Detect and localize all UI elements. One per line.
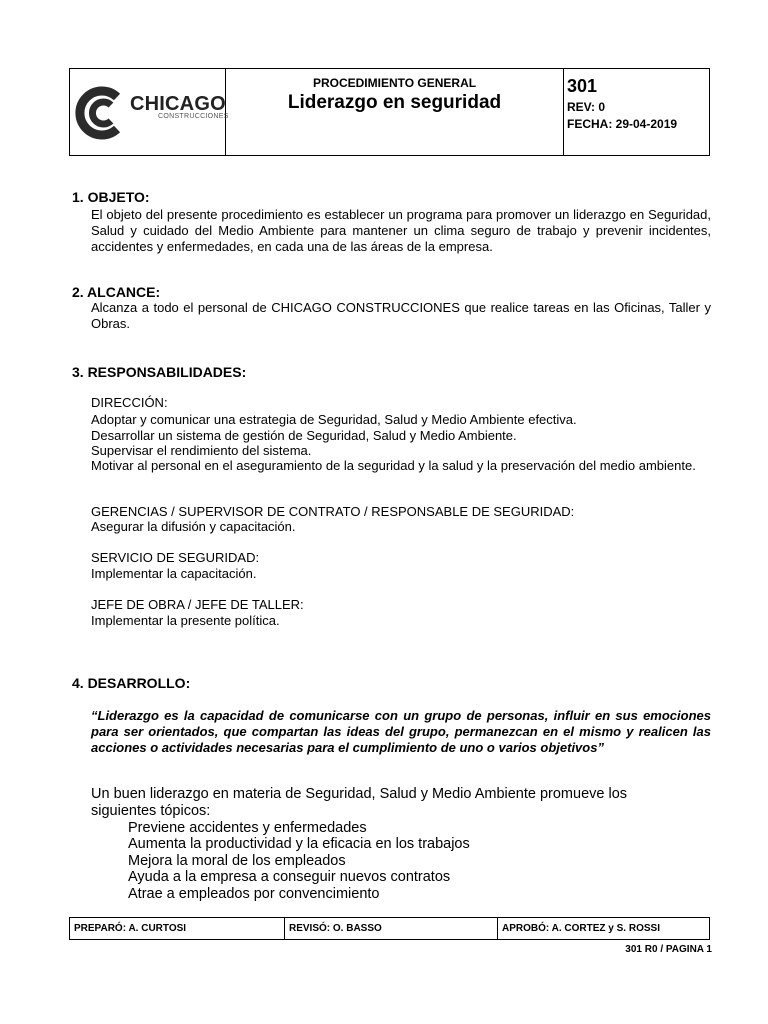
topic-item: Previene accidentes y enfermedades xyxy=(128,820,367,836)
reviewed-by: REVISÓ: O. BASSO xyxy=(284,918,497,939)
section-title-objeto: 1. OBJETO: xyxy=(72,189,150,205)
topic-item: Aumenta la productividad y la eficacia en los trabajos xyxy=(128,836,470,852)
direccion-line: Motivar al personal en el aseguramiento de la seguridad y la salud y la preservación del medio ambiente. xyxy=(91,458,696,473)
company-logo-icon xyxy=(73,85,129,141)
signature-footer xyxy=(69,917,710,940)
jefe-heading: JEFE DE OBRA / JEFE DE TALLER: xyxy=(91,597,304,612)
meta-cell xyxy=(564,69,709,155)
revision: REV: 0 xyxy=(567,100,606,114)
desarrollo-intro: Un buen liderazgo en materia de Seguridad, Salud y Medio Ambiente promueve los siguientes tópicos: xyxy=(91,786,628,819)
page-reference: 301 R0 / PAGINA 1 xyxy=(625,944,712,955)
topic-item: Mejora la moral de los empleados xyxy=(128,853,346,869)
section-title-desarrollo: 4. DESARROLLO: xyxy=(72,675,191,691)
objeto-text: El objeto del presente procedimiento es establecer un programa para promover un liderazgo en Seguridad, Salud y cuidado del Medio Ambiente para mantener un clima seguro de trabajo y prevenir incidentes, accidentes y enfermedades, en cada una de las áreas de la empresa. xyxy=(91,207,711,254)
section-title-alcance: 2. ALCANCE: xyxy=(72,284,161,300)
gerencias-heading: GERENCIAS / SUPERVISOR DE CONTRATO / RESPONSABLE DE SEGURIDAD: xyxy=(91,504,575,519)
logo-cell xyxy=(70,69,229,155)
jefe-line: Implementar la presente política. xyxy=(91,613,280,628)
document-date: FECHA: 29-04-2019 xyxy=(567,117,678,131)
procedure-kind: PROCEDIMIENTO GENERAL xyxy=(312,76,477,90)
company-name: CHICAGO xyxy=(130,93,226,115)
gerencias-line: Asegurar la difusión y capacitación. xyxy=(91,519,296,534)
direccion-heading: DIRECCIÓN: xyxy=(91,395,168,410)
direccion-line: Adoptar y comunicar una estrategia de Seguridad, Salud y Medio Ambiente efectiva. xyxy=(91,412,577,427)
leadership-quote: “Liderazgo es la capacidad de comunicarse con un grupo de personas, influir en sus emociones para ser orientados, que compartan las ideas del grupo, permanezcan en el mismo y realicen las acciones o actividades necesarias para el cumplimiento de uno o varios objetivos” xyxy=(91,708,711,755)
direccion-line: Desarrollar un sistema de gestión de Seguridad, Salud y Medio Ambiente. xyxy=(91,428,517,443)
procedure-title: Liderazgo en seguridad xyxy=(287,92,502,113)
topic-item: Ayuda a la empresa a conseguir nuevos contratos xyxy=(128,869,451,885)
direccion-line: Supervisar el rendimiento del sistema. xyxy=(91,443,312,458)
document-header xyxy=(69,68,710,156)
servicio-heading: SERVICIO DE SEGURIDAD: xyxy=(91,550,260,565)
topic-item: Atrae a empleados por convencimiento xyxy=(128,886,380,902)
section-title-responsabilidades: 3. RESPONSABILIDADES: xyxy=(72,364,247,380)
approved-by: APROBÓ: A. CORTEZ y S. ROSSI xyxy=(497,918,709,939)
alcance-text: Alcanza a todo el personal de CHICAGO CONSTRUCCIONES que realice tareas en las Oficinas, Taller y Obras. xyxy=(91,300,711,331)
document-number: 301 xyxy=(567,76,598,96)
servicio-line: Implementar la capacitación. xyxy=(91,566,257,581)
title-cell xyxy=(226,69,564,155)
company-subtitle: CONSTRUCCIONES xyxy=(158,113,229,120)
prepared-by: PREPARÓ: A. CURTOSI xyxy=(74,923,187,934)
